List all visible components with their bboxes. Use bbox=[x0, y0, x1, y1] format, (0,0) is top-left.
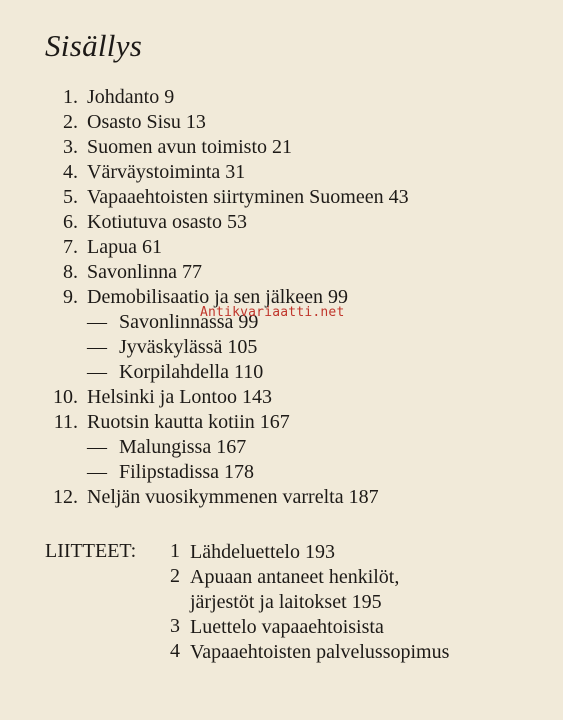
chapter-title: Osasto Sisu 13 bbox=[87, 111, 206, 133]
chapter-title: Johdanto 9 bbox=[87, 86, 175, 108]
appendix-number: 4 bbox=[170, 640, 180, 662]
chapter-title: Kotiutuva osasto 53 bbox=[87, 211, 247, 233]
chapter-title: Demobilisaatio ja sen jälkeen 99 bbox=[87, 286, 349, 308]
chapter-number: 11. bbox=[53, 411, 78, 433]
chapter-title: Neljän vuosikymmenen varrelta 187 bbox=[87, 486, 379, 508]
chapter-title: Suomen avun toimisto 21 bbox=[87, 136, 292, 158]
chapter-title: Värväystoiminta 31 bbox=[87, 161, 246, 183]
appendix-number: 3 bbox=[170, 615, 180, 637]
chapter-number: 10. bbox=[53, 386, 78, 408]
appendix-title: Lähdeluettelo 193 bbox=[190, 541, 335, 563]
subentry-dash: — bbox=[87, 461, 107, 483]
appendix-title: Apuaan antaneet henkilöt, bbox=[190, 566, 400, 588]
subentry-title: Malungissa 167 bbox=[119, 436, 247, 458]
subentry-title: Filipstadissa 178 bbox=[119, 461, 255, 483]
appendices-label: LIITTEET: bbox=[45, 540, 137, 562]
watermark-text: Antikvariaatti.net bbox=[200, 305, 345, 320]
chapter-number: 4. bbox=[63, 161, 78, 183]
subentry-dash: — bbox=[87, 336, 107, 358]
subentry-dash: — bbox=[87, 311, 107, 333]
chapter-number: 7. bbox=[63, 236, 78, 258]
appendix-number: 2 bbox=[170, 565, 180, 587]
chapter-number: 12. bbox=[53, 486, 78, 508]
subentry-title: Korpilahdella 110 bbox=[119, 361, 264, 383]
chapter-title: Lapua 61 bbox=[87, 236, 162, 258]
chapter-title: Helsinki ja Lontoo 143 bbox=[87, 386, 272, 408]
chapter-number: 1. bbox=[63, 86, 78, 108]
chapter-title: Vapaaehtoisten siirtyminen Suomeen 43 bbox=[87, 186, 409, 208]
appendix-number: 1 bbox=[170, 540, 180, 562]
chapter-number: 3. bbox=[63, 136, 78, 158]
chapter-number: 2. bbox=[63, 111, 78, 133]
chapter-number: 6. bbox=[63, 211, 78, 233]
appendix-title: Luettelo vapaaehtoisista bbox=[190, 616, 384, 638]
chapter-title: Savonlinna 77 bbox=[87, 261, 202, 283]
subentry-dash: — bbox=[87, 436, 107, 458]
appendix-title: järjestöt ja laitokset 195 bbox=[190, 591, 382, 613]
chapter-number: 8. bbox=[63, 261, 78, 283]
chapter-number: 5. bbox=[63, 186, 78, 208]
subentry-title: Jyväskylässä 105 bbox=[119, 336, 258, 358]
page-title: Sisällys bbox=[45, 28, 143, 63]
appendix-title: Vapaaehtoisten palvelussopimus bbox=[190, 641, 450, 663]
subentry-title: Savonlinnassa 99 bbox=[119, 311, 259, 333]
subentry-dash: — bbox=[87, 361, 107, 383]
chapter-title: Ruotsin kautta kotiin 167 bbox=[87, 411, 290, 433]
chapter-number: 9. bbox=[63, 286, 78, 308]
